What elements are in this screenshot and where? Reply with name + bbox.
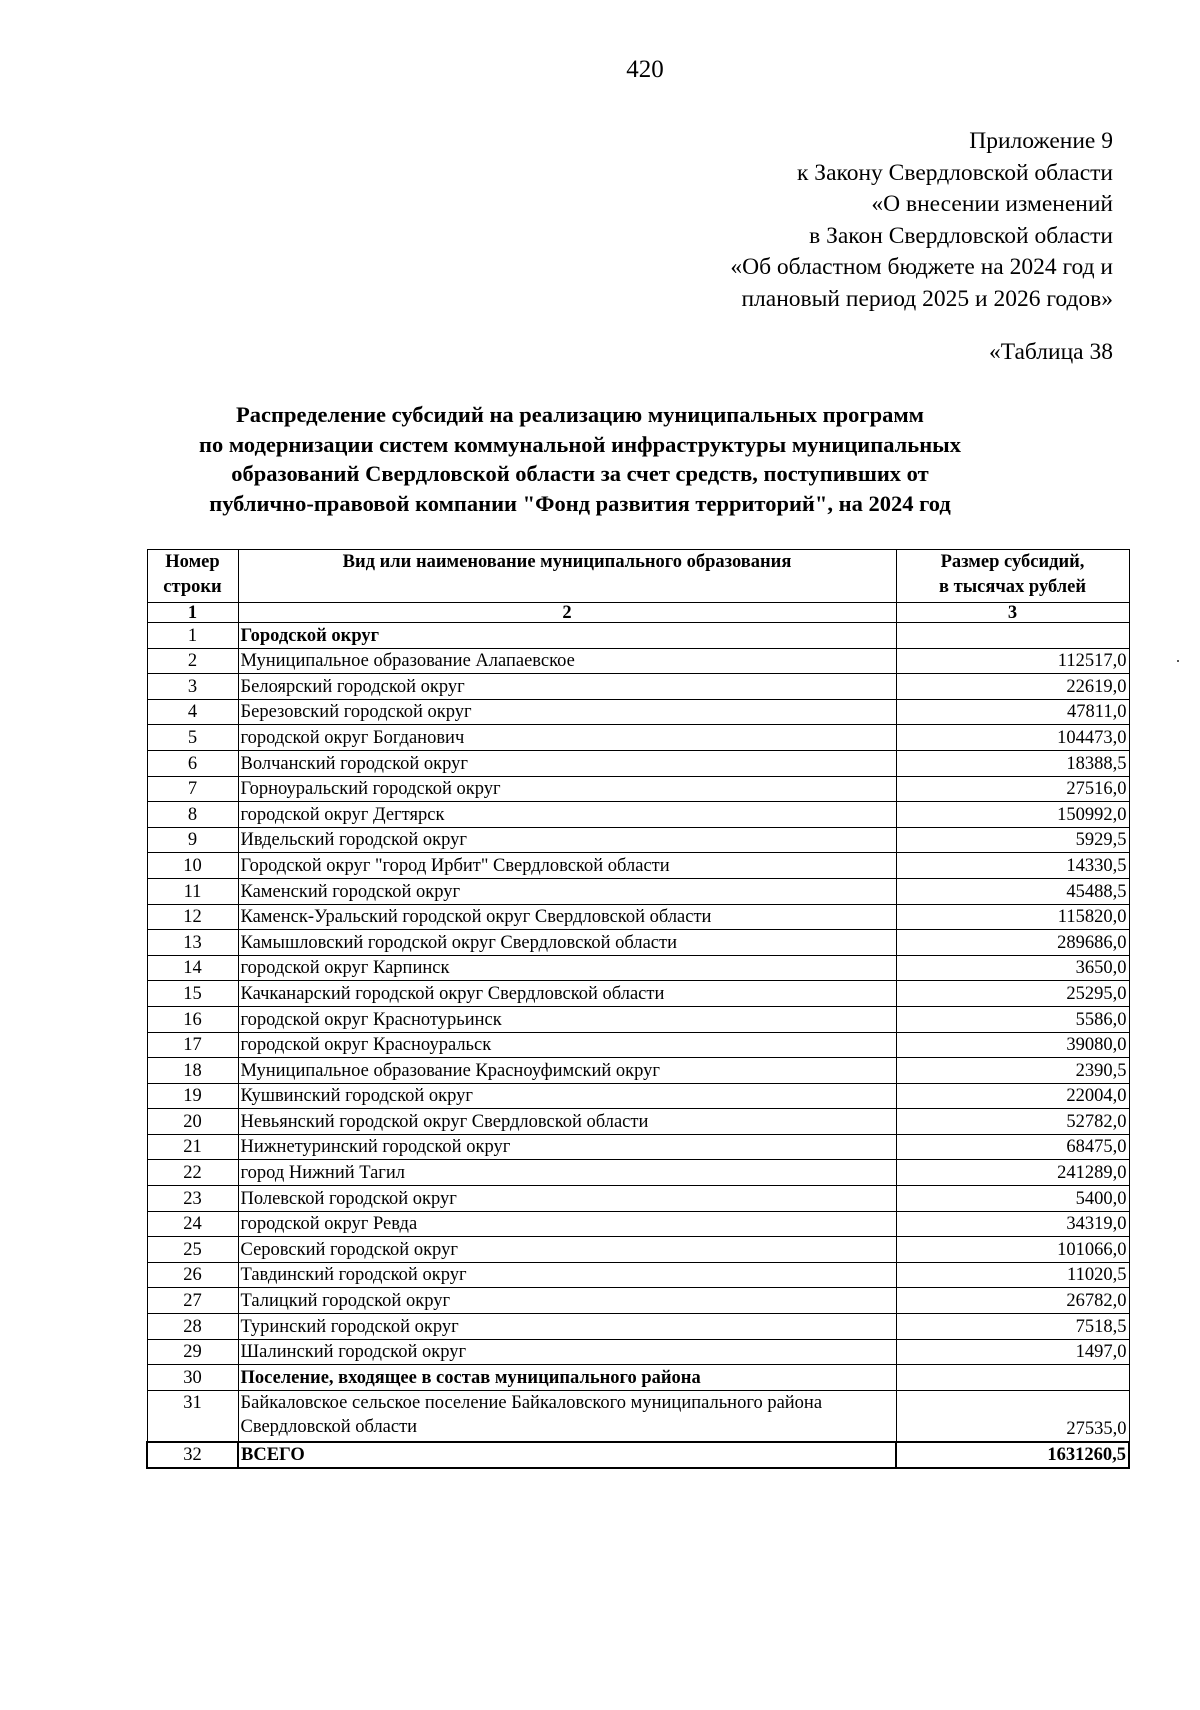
municipality-name: Ивдельский городской округ [238, 827, 896, 853]
table-header-row [147, 550, 1129, 603]
row-number: 28 [147, 1314, 238, 1340]
appendix-header [730, 126, 1113, 316]
header-text: Размер субсидий, [940, 552, 1085, 572]
subsidy-amount: 11020,5 [896, 1262, 1129, 1288]
table-row [147, 1032, 1129, 1058]
appendix-line: «Об областном бюджете на 2024 год и [730, 254, 1113, 281]
row-number: 2 [147, 648, 238, 674]
appendix-line: Приложение 9 [969, 128, 1113, 154]
municipality-name: Байкаловское сельское поселение Байкаловского муниципального района Свердловской области [238, 1390, 896, 1442]
appendix-line: «О внесении изменений [871, 191, 1113, 218]
table-row [147, 1339, 1129, 1365]
title-line: Распределение субсидий на реализацию муниципальных программ [236, 402, 924, 427]
municipality-name: Тавдинский городской округ [238, 1262, 896, 1288]
municipality-name: городской округ Краснотурьинск [238, 1006, 896, 1032]
row-number: 11 [147, 878, 238, 904]
subsidy-amount: 3650,0 [896, 955, 1129, 981]
municipality-name: Березовский городской округ [238, 699, 896, 725]
table-row [147, 674, 1129, 700]
subsidy-amount: 150992,0 [896, 802, 1129, 828]
row-number: 6 [147, 750, 238, 776]
table-row [147, 1134, 1129, 1160]
row-number: 30 [147, 1365, 238, 1391]
municipality-name: Кушвинский городской округ [238, 1083, 896, 1109]
row-number: 29 [147, 1339, 238, 1365]
row-number: 27 [147, 1288, 238, 1314]
page-number: 420 [626, 56, 664, 83]
municipality-name: Городской округ [238, 623, 896, 649]
table-row [147, 776, 1129, 802]
subsidy-amount: 115820,0 [896, 904, 1129, 930]
total-amount: 1631260,5 [896, 1442, 1129, 1469]
header-text: Вид или наименование муниципального образования [342, 552, 792, 572]
municipality-name: Камышловский городской округ Свердловской области [238, 930, 896, 956]
section-row [147, 623, 1129, 649]
table-row [147, 1262, 1129, 1288]
subsidy-amount: 34319,0 [896, 1211, 1129, 1237]
row-number: 25 [147, 1237, 238, 1263]
subsidy-amount: 289686,0 [896, 930, 1129, 956]
table-row [147, 878, 1129, 904]
table-row [147, 1288, 1129, 1314]
subsidy-amount: 2390,5 [896, 1058, 1129, 1084]
municipality-name: Белоярский городской округ [238, 674, 896, 700]
subsidy-amount: 39080,0 [896, 1032, 1129, 1058]
appendix-line: к Закону Свердловской области [797, 159, 1113, 186]
subsidy-amount: 52782,0 [896, 1109, 1129, 1135]
column-number: 1 [147, 603, 238, 623]
header-text: Номер [165, 552, 220, 572]
subsidy-amount: 27516,0 [896, 776, 1129, 802]
scan-speck [1177, 660, 1179, 662]
municipality-name: городской округ Ревда [238, 1211, 896, 1237]
municipality-name: Волчанский городской округ [238, 750, 896, 776]
row-number: 19 [147, 1083, 238, 1109]
row-number: 3 [147, 674, 238, 700]
row-number: 1 [147, 623, 238, 649]
subsidy-amount: 104473,0 [896, 725, 1129, 751]
municipality-name: Невьянский городской округ Свердловской области [238, 1109, 896, 1135]
subsidy-amount: 22004,0 [896, 1083, 1129, 1109]
table-row [147, 1109, 1129, 1135]
column-number: 2 [238, 603, 896, 623]
document-title [130, 400, 1030, 518]
table-row [147, 802, 1129, 828]
table-row [147, 750, 1129, 776]
municipality-name: Каменск-Уральский городской округ Свердловской области [238, 904, 896, 930]
subsidy-amount: 27535,0 [896, 1390, 1129, 1442]
table-row [147, 1186, 1129, 1212]
subsidy-amount: 25295,0 [896, 981, 1129, 1007]
municipality-name: Городской округ "город Ирбит" Свердловской области [238, 853, 896, 879]
table-row [147, 853, 1129, 879]
municipality-name: Горноуральский городской округ [238, 776, 896, 802]
municipality-name: Поселение, входящее в состав муниципального района [238, 1365, 896, 1391]
municipality-name: Каменский городской округ [238, 878, 896, 904]
municipality-name: Серовский городской округ [238, 1237, 896, 1263]
row-number: 9 [147, 827, 238, 853]
row-number: 10 [147, 853, 238, 879]
subsidy-amount: 18388,5 [896, 750, 1129, 776]
subsidy-amount: 45488,5 [896, 878, 1129, 904]
table-row [147, 955, 1129, 981]
table-label: «Таблица 38 [988, 339, 1113, 365]
total-number: 32 [147, 1442, 238, 1469]
header-text: строки [163, 577, 222, 597]
appendix-line: в Закон Свердловской области [809, 222, 1113, 249]
subsidy-amount: 68475,0 [896, 1134, 1129, 1160]
table-row [147, 1160, 1129, 1186]
municipality-name: Полевской городской округ [238, 1186, 896, 1212]
table-row [147, 1006, 1129, 1032]
title-line: образований Свердловской области за счет средств, поступивших от [231, 461, 929, 486]
subsidy-amount: 5586,0 [896, 1006, 1129, 1032]
row-number: 13 [147, 930, 238, 956]
header-text: в тысячах рублей [938, 577, 1086, 597]
municipality-name: городской округ Карпинск [238, 955, 896, 981]
subsidy-amount: 7518,5 [896, 1314, 1129, 1340]
subsidy-amount [896, 1365, 1129, 1391]
row-number: 22 [147, 1160, 238, 1186]
row-number: 8 [147, 802, 238, 828]
row-number: 7 [147, 776, 238, 802]
row-number: 23 [147, 1186, 238, 1212]
appendix-line: плановый период 2025 и 2026 годов» [741, 285, 1113, 312]
subsidy-amount [896, 623, 1129, 649]
subsidy-amount: 5929,5 [896, 827, 1129, 853]
subsidy-amount: 5400,0 [896, 1186, 1129, 1212]
row-number: 31 [147, 1390, 238, 1442]
municipality-name: городской округ Дегтярск [238, 802, 896, 828]
title-line: по модернизации систем коммунальной инфраструктуры муниципальных [198, 431, 961, 457]
row-number: 18 [147, 1058, 238, 1084]
municipality-name: город Нижний Тагил [238, 1160, 896, 1186]
municipality-name: городской округ Красноуральск [238, 1032, 896, 1058]
table-row [147, 930, 1129, 956]
table-row [147, 1058, 1129, 1084]
table-row [147, 981, 1129, 1007]
subsidy-amount: 241289,0 [896, 1160, 1129, 1186]
table-row [147, 827, 1129, 853]
subsidy-amount: 47811,0 [896, 699, 1129, 725]
subsidy-amount: 22619,0 [896, 674, 1129, 700]
table-row [147, 1237, 1129, 1263]
municipality-name: Муниципальное образование Красноуфимский округ [238, 1058, 896, 1084]
row-number: 17 [147, 1032, 238, 1058]
row-number: 15 [147, 981, 238, 1007]
row-number: 24 [147, 1211, 238, 1237]
table-row [147, 725, 1129, 751]
row-number: 14 [147, 955, 238, 981]
table-row [147, 1083, 1129, 1109]
municipality-name: Нижнетуринский городской округ [238, 1134, 896, 1160]
table-body [147, 623, 1129, 1469]
municipality-name: Талицкий городской округ [238, 1288, 896, 1314]
table-row [147, 648, 1129, 674]
subsidy-amount: 101066,0 [896, 1237, 1129, 1263]
header-amount [896, 550, 1129, 603]
total-row [147, 1442, 1129, 1469]
row-number: 5 [147, 725, 238, 751]
row-number: 26 [147, 1262, 238, 1288]
row-number: 21 [147, 1134, 238, 1160]
section-row [147, 1365, 1129, 1391]
table-row [147, 1314, 1129, 1340]
row-number: 4 [147, 699, 238, 725]
header-row-number [147, 550, 238, 603]
column-number: 3 [896, 603, 1129, 623]
title-line: публично-правовой компании "Фонд развития территорий", на 2024 год [209, 490, 951, 516]
total-label: ВСЕГО [238, 1442, 896, 1469]
table-row [147, 1211, 1129, 1237]
municipality-name: Шалинский городской округ [238, 1339, 896, 1365]
row-number: 16 [147, 1006, 238, 1032]
subsidy-amount: 112517,0 [896, 648, 1129, 674]
subsidy-table [146, 549, 1130, 1469]
municipality-name: Туринский городской округ [238, 1314, 896, 1340]
municipality-name: городской округ Богданович [238, 725, 896, 751]
table-row [147, 699, 1129, 725]
header-name [238, 550, 896, 603]
column-number-row [147, 603, 1129, 623]
subsidy-amount: 1497,0 [896, 1339, 1129, 1365]
municipality-name: Муниципальное образование Алапаевское [238, 648, 896, 674]
table-row [147, 1390, 1129, 1442]
row-number: 12 [147, 904, 238, 930]
row-number: 20 [147, 1109, 238, 1135]
subsidy-amount: 26782,0 [896, 1288, 1129, 1314]
subsidy-amount: 14330,5 [896, 853, 1129, 879]
table-row [147, 904, 1129, 930]
municipality-name: Качканарский городской округ Свердловской области [238, 981, 896, 1007]
